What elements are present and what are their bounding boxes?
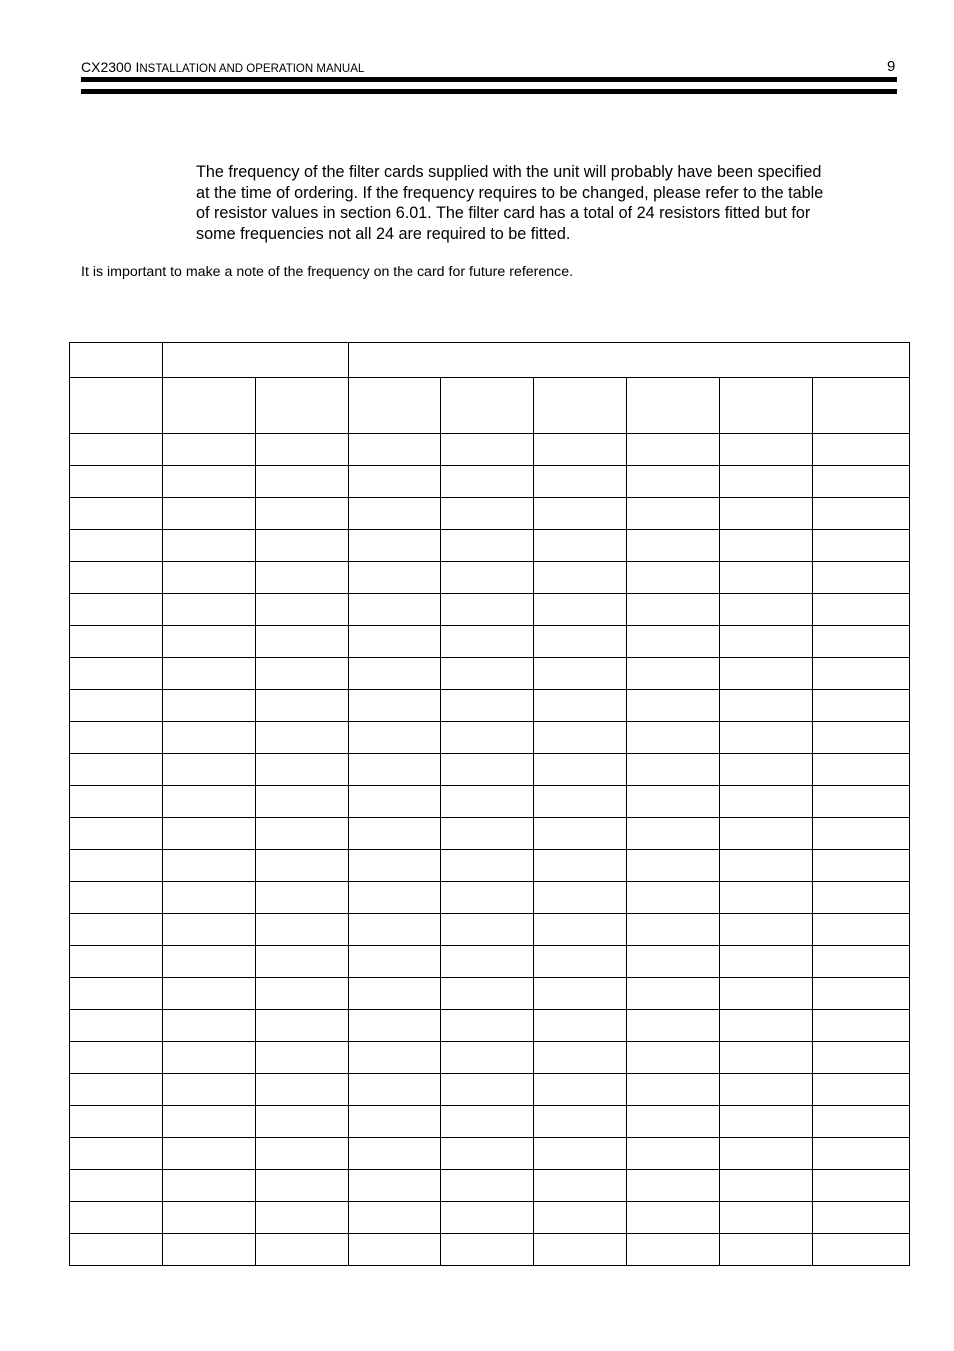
table-cell xyxy=(349,722,441,754)
table-cell xyxy=(720,1138,813,1170)
table-cell xyxy=(163,722,256,754)
table-cell xyxy=(441,1010,534,1042)
table-cell xyxy=(256,754,349,786)
table-cell xyxy=(627,658,720,690)
table-subheader-cell xyxy=(534,378,627,434)
table-subheader-row xyxy=(70,378,910,434)
table-cell xyxy=(349,978,441,1010)
table-cell xyxy=(349,1234,441,1266)
table-cell xyxy=(441,818,534,850)
table-row xyxy=(70,818,910,850)
table-cell xyxy=(813,466,910,498)
table-header-row xyxy=(70,343,910,378)
table-cell xyxy=(720,530,813,562)
table-cell xyxy=(627,786,720,818)
table-cell xyxy=(441,1234,534,1266)
table-cell xyxy=(441,658,534,690)
table-row xyxy=(70,562,910,594)
table-row xyxy=(70,466,910,498)
table-cell xyxy=(70,434,163,466)
table-cell xyxy=(441,530,534,562)
table-cell xyxy=(70,1106,163,1138)
table-cell xyxy=(256,914,349,946)
table-cell xyxy=(349,1202,441,1234)
table-cell xyxy=(534,466,627,498)
table-cell xyxy=(813,1170,910,1202)
table-cell xyxy=(70,786,163,818)
table-cell xyxy=(813,434,910,466)
table-cell xyxy=(163,754,256,786)
table-cell xyxy=(627,466,720,498)
table-cell xyxy=(349,562,441,594)
table-cell xyxy=(534,754,627,786)
table-cell xyxy=(163,914,256,946)
table-cell xyxy=(163,658,256,690)
table-row xyxy=(70,1010,910,1042)
table-cell xyxy=(256,690,349,722)
table-cell xyxy=(441,434,534,466)
table-cell xyxy=(534,594,627,626)
table-cell xyxy=(813,658,910,690)
table-cell xyxy=(720,1042,813,1074)
table-cell xyxy=(534,786,627,818)
table-subheader-cell xyxy=(70,378,163,434)
table-cell xyxy=(349,882,441,914)
table-cell xyxy=(720,658,813,690)
table-cell xyxy=(441,1138,534,1170)
table-cell xyxy=(163,786,256,818)
table-cell xyxy=(813,690,910,722)
table-cell xyxy=(163,818,256,850)
table-row xyxy=(70,786,910,818)
table-cell xyxy=(256,626,349,658)
table-cell xyxy=(441,690,534,722)
table-cell xyxy=(534,1074,627,1106)
table-cell xyxy=(534,818,627,850)
table-cell xyxy=(256,818,349,850)
table-cell xyxy=(163,530,256,562)
table-cell xyxy=(163,594,256,626)
table-cell xyxy=(349,466,441,498)
table-cell xyxy=(720,946,813,978)
table-cell xyxy=(627,1138,720,1170)
table-cell xyxy=(813,498,910,530)
table-cell xyxy=(163,1138,256,1170)
table-header-cell xyxy=(163,343,349,378)
table-cell xyxy=(534,914,627,946)
table-cell xyxy=(627,594,720,626)
table-cell xyxy=(627,850,720,882)
table-cell xyxy=(813,1042,910,1074)
table-subheader-cell xyxy=(256,378,349,434)
table-cell xyxy=(256,594,349,626)
table-cell xyxy=(256,658,349,690)
table-cell xyxy=(70,754,163,786)
table-subheader-cell xyxy=(441,378,534,434)
table-cell xyxy=(534,1042,627,1074)
table-cell xyxy=(441,850,534,882)
table-cell xyxy=(813,1202,910,1234)
table-cell xyxy=(534,1170,627,1202)
table-cell xyxy=(627,434,720,466)
table-cell xyxy=(441,594,534,626)
table-cell xyxy=(720,850,813,882)
table-cell xyxy=(441,466,534,498)
table-cell xyxy=(813,1138,910,1170)
table-cell xyxy=(720,1106,813,1138)
page-header-title: CX2300 INSTALLATION AND OPERATION MANUAL xyxy=(81,59,365,75)
table-header-cell xyxy=(349,343,910,378)
table-cell xyxy=(256,786,349,818)
table-cell xyxy=(163,978,256,1010)
table-cell xyxy=(720,722,813,754)
table-subheader-cell xyxy=(813,378,910,434)
table-cell xyxy=(163,690,256,722)
table-cell xyxy=(349,850,441,882)
table-cell xyxy=(627,1170,720,1202)
table-cell xyxy=(720,1202,813,1234)
intro-line: The frequency of the filter cards supplied with the unit will probably have been specified xyxy=(196,163,822,181)
table-cell xyxy=(256,978,349,1010)
table-cell xyxy=(441,1042,534,1074)
table-cell xyxy=(163,850,256,882)
table-row xyxy=(70,658,910,690)
table-cell xyxy=(349,818,441,850)
table-cell xyxy=(813,1074,910,1106)
table-cell xyxy=(163,466,256,498)
table-cell xyxy=(256,1074,349,1106)
table-cell xyxy=(256,530,349,562)
table-cell xyxy=(627,1106,720,1138)
table-cell xyxy=(441,1202,534,1234)
table-cell xyxy=(256,722,349,754)
table-cell xyxy=(627,1042,720,1074)
table-header-cell xyxy=(70,343,163,378)
table-cell xyxy=(441,1074,534,1106)
table-cell xyxy=(256,466,349,498)
table-row xyxy=(70,1202,910,1234)
table-cell xyxy=(441,498,534,530)
header-rule-thin xyxy=(81,89,897,94)
table-cell xyxy=(256,1170,349,1202)
table-cell xyxy=(256,1202,349,1234)
table-cell xyxy=(813,594,910,626)
table-cell xyxy=(720,882,813,914)
table-cell xyxy=(256,1042,349,1074)
table-cell xyxy=(720,466,813,498)
table-subheader-cell xyxy=(627,378,720,434)
table-cell xyxy=(813,1234,910,1266)
table-cell xyxy=(813,818,910,850)
intro-line: at the time of ordering. If the frequency requires to be changed, please refer to the table xyxy=(196,183,824,202)
table-cell xyxy=(70,946,163,978)
table-cell xyxy=(349,1010,441,1042)
table-cell xyxy=(70,466,163,498)
table-cell xyxy=(349,530,441,562)
table-cell xyxy=(813,978,910,1010)
table-cell xyxy=(534,1234,627,1266)
table-cell xyxy=(70,658,163,690)
table-cell xyxy=(813,562,910,594)
table-cell xyxy=(534,626,627,658)
table-cell xyxy=(627,1202,720,1234)
table-cell xyxy=(534,850,627,882)
table-row xyxy=(70,1234,910,1266)
table-subheader-cell xyxy=(163,378,256,434)
table-cell xyxy=(627,1010,720,1042)
table-cell xyxy=(441,1106,534,1138)
intro-line: of resistor values in section 6.01. The filter card has a total of 24 resistors fitted but for xyxy=(196,204,811,222)
table-cell xyxy=(70,594,163,626)
table-cell xyxy=(813,1106,910,1138)
table-cell xyxy=(534,530,627,562)
table-row xyxy=(70,594,910,626)
table-cell xyxy=(534,434,627,466)
table-cell xyxy=(70,978,163,1010)
table-cell xyxy=(70,1170,163,1202)
table-cell xyxy=(256,1106,349,1138)
table-cell xyxy=(349,1074,441,1106)
table-cell xyxy=(627,722,720,754)
table-cell xyxy=(534,1202,627,1234)
table-cell xyxy=(627,914,720,946)
table-cell xyxy=(534,946,627,978)
frequency-record-table xyxy=(69,342,910,1266)
table-row xyxy=(70,722,910,754)
table-subheader-cell xyxy=(720,378,813,434)
table-cell xyxy=(720,434,813,466)
table-cell xyxy=(441,1170,534,1202)
table-cell xyxy=(163,1010,256,1042)
table-cell xyxy=(256,1138,349,1170)
table-row xyxy=(70,1106,910,1138)
table-cell xyxy=(441,786,534,818)
table-row xyxy=(70,498,910,530)
table-cell xyxy=(720,562,813,594)
table-cell xyxy=(720,978,813,1010)
table-cell xyxy=(720,1010,813,1042)
table-cell xyxy=(720,1074,813,1106)
table-cell xyxy=(70,850,163,882)
table-cell xyxy=(70,530,163,562)
table-cell xyxy=(163,882,256,914)
table-cell xyxy=(163,562,256,594)
table-cell xyxy=(256,434,349,466)
table-cell xyxy=(720,786,813,818)
table-cell xyxy=(349,1170,441,1202)
table-cell xyxy=(627,626,720,658)
table-cell xyxy=(813,530,910,562)
table-cell xyxy=(256,1234,349,1266)
table-cell xyxy=(441,946,534,978)
table-cell xyxy=(163,1202,256,1234)
table-cell xyxy=(70,1138,163,1170)
table-cell xyxy=(349,434,441,466)
table-cell xyxy=(70,882,163,914)
table-cell xyxy=(163,1234,256,1266)
table-cell xyxy=(813,754,910,786)
table-cell xyxy=(720,626,813,658)
table-row xyxy=(70,946,910,978)
table-cell xyxy=(627,690,720,722)
table-row xyxy=(70,882,910,914)
table-cell xyxy=(627,1234,720,1266)
table-row xyxy=(70,530,910,562)
table-cell xyxy=(163,1042,256,1074)
table-cell xyxy=(70,1202,163,1234)
frequency-note: It is important to make a note of the frequency on the card for future reference. xyxy=(81,264,574,280)
table-row xyxy=(70,1138,910,1170)
table-cell xyxy=(627,882,720,914)
table-cell xyxy=(349,690,441,722)
table-row xyxy=(70,1170,910,1202)
table-cell xyxy=(163,626,256,658)
table-cell xyxy=(349,1042,441,1074)
table-cell xyxy=(163,1106,256,1138)
table-row xyxy=(70,1042,910,1074)
table-cell xyxy=(534,978,627,1010)
table-cell xyxy=(534,1138,627,1170)
table-cell xyxy=(813,626,910,658)
table-cell xyxy=(441,562,534,594)
table-cell xyxy=(70,1234,163,1266)
table-cell xyxy=(534,1106,627,1138)
table-cell xyxy=(627,754,720,786)
table-cell xyxy=(70,498,163,530)
table-cell xyxy=(256,882,349,914)
table-cell xyxy=(256,850,349,882)
table-cell xyxy=(534,658,627,690)
table-cell xyxy=(349,658,441,690)
table-cell xyxy=(720,914,813,946)
table-row xyxy=(70,690,910,722)
header-rule-thick xyxy=(81,77,897,82)
table-row xyxy=(70,1074,910,1106)
table-cell xyxy=(256,1010,349,1042)
table-cell xyxy=(813,722,910,754)
table-cell xyxy=(627,498,720,530)
table-cell xyxy=(349,914,441,946)
table-cell xyxy=(720,1234,813,1266)
table-cell xyxy=(70,722,163,754)
table-cell xyxy=(70,562,163,594)
table-cell xyxy=(720,594,813,626)
table-cell xyxy=(70,1042,163,1074)
table-cell xyxy=(163,1074,256,1106)
table-cell xyxy=(720,498,813,530)
table-cell xyxy=(627,562,720,594)
table-cell xyxy=(441,978,534,1010)
table-cell xyxy=(70,626,163,658)
table-cell xyxy=(813,946,910,978)
page-number: 9 xyxy=(887,58,896,75)
table-cell xyxy=(534,690,627,722)
intro-paragraph xyxy=(196,162,896,244)
table-cell xyxy=(349,594,441,626)
table-cell xyxy=(813,914,910,946)
table-cell xyxy=(70,818,163,850)
table-cell xyxy=(441,754,534,786)
table-row xyxy=(70,434,910,466)
table-cell xyxy=(349,626,441,658)
table-cell xyxy=(534,498,627,530)
table-cell xyxy=(627,978,720,1010)
table-cell xyxy=(720,1170,813,1202)
table-cell xyxy=(627,946,720,978)
table-row xyxy=(70,978,910,1010)
table-cell xyxy=(627,530,720,562)
table-cell xyxy=(441,722,534,754)
table-cell xyxy=(813,1010,910,1042)
table-cell xyxy=(627,1074,720,1106)
table-cell xyxy=(441,914,534,946)
table-row xyxy=(70,626,910,658)
table-cell xyxy=(256,562,349,594)
table-cell xyxy=(534,562,627,594)
table-cell xyxy=(256,498,349,530)
table-cell xyxy=(720,818,813,850)
table-cell xyxy=(163,1170,256,1202)
intro-line: some frequencies not all 24 are required to be fitted. xyxy=(196,224,571,243)
table-cell xyxy=(349,786,441,818)
table-cell xyxy=(441,626,534,658)
table-cell xyxy=(163,434,256,466)
table-cell xyxy=(813,786,910,818)
table-cell xyxy=(441,882,534,914)
table-cell xyxy=(720,754,813,786)
table-cell xyxy=(720,690,813,722)
table-cell xyxy=(813,882,910,914)
table-cell xyxy=(256,946,349,978)
table-cell xyxy=(349,946,441,978)
table-cell xyxy=(163,946,256,978)
table-cell xyxy=(70,1010,163,1042)
table-row xyxy=(70,850,910,882)
table-cell xyxy=(349,498,441,530)
table-cell xyxy=(627,818,720,850)
table-row xyxy=(70,914,910,946)
table-subheader-cell xyxy=(349,378,441,434)
table-cell xyxy=(70,1074,163,1106)
table-cell xyxy=(349,1138,441,1170)
table-row xyxy=(70,754,910,786)
table-cell xyxy=(534,882,627,914)
table-cell xyxy=(163,498,256,530)
table-cell xyxy=(534,1010,627,1042)
table-cell xyxy=(70,914,163,946)
table-cell xyxy=(534,722,627,754)
table-cell xyxy=(349,754,441,786)
table-cell xyxy=(813,850,910,882)
table-cell xyxy=(70,690,163,722)
table-cell xyxy=(349,1106,441,1138)
